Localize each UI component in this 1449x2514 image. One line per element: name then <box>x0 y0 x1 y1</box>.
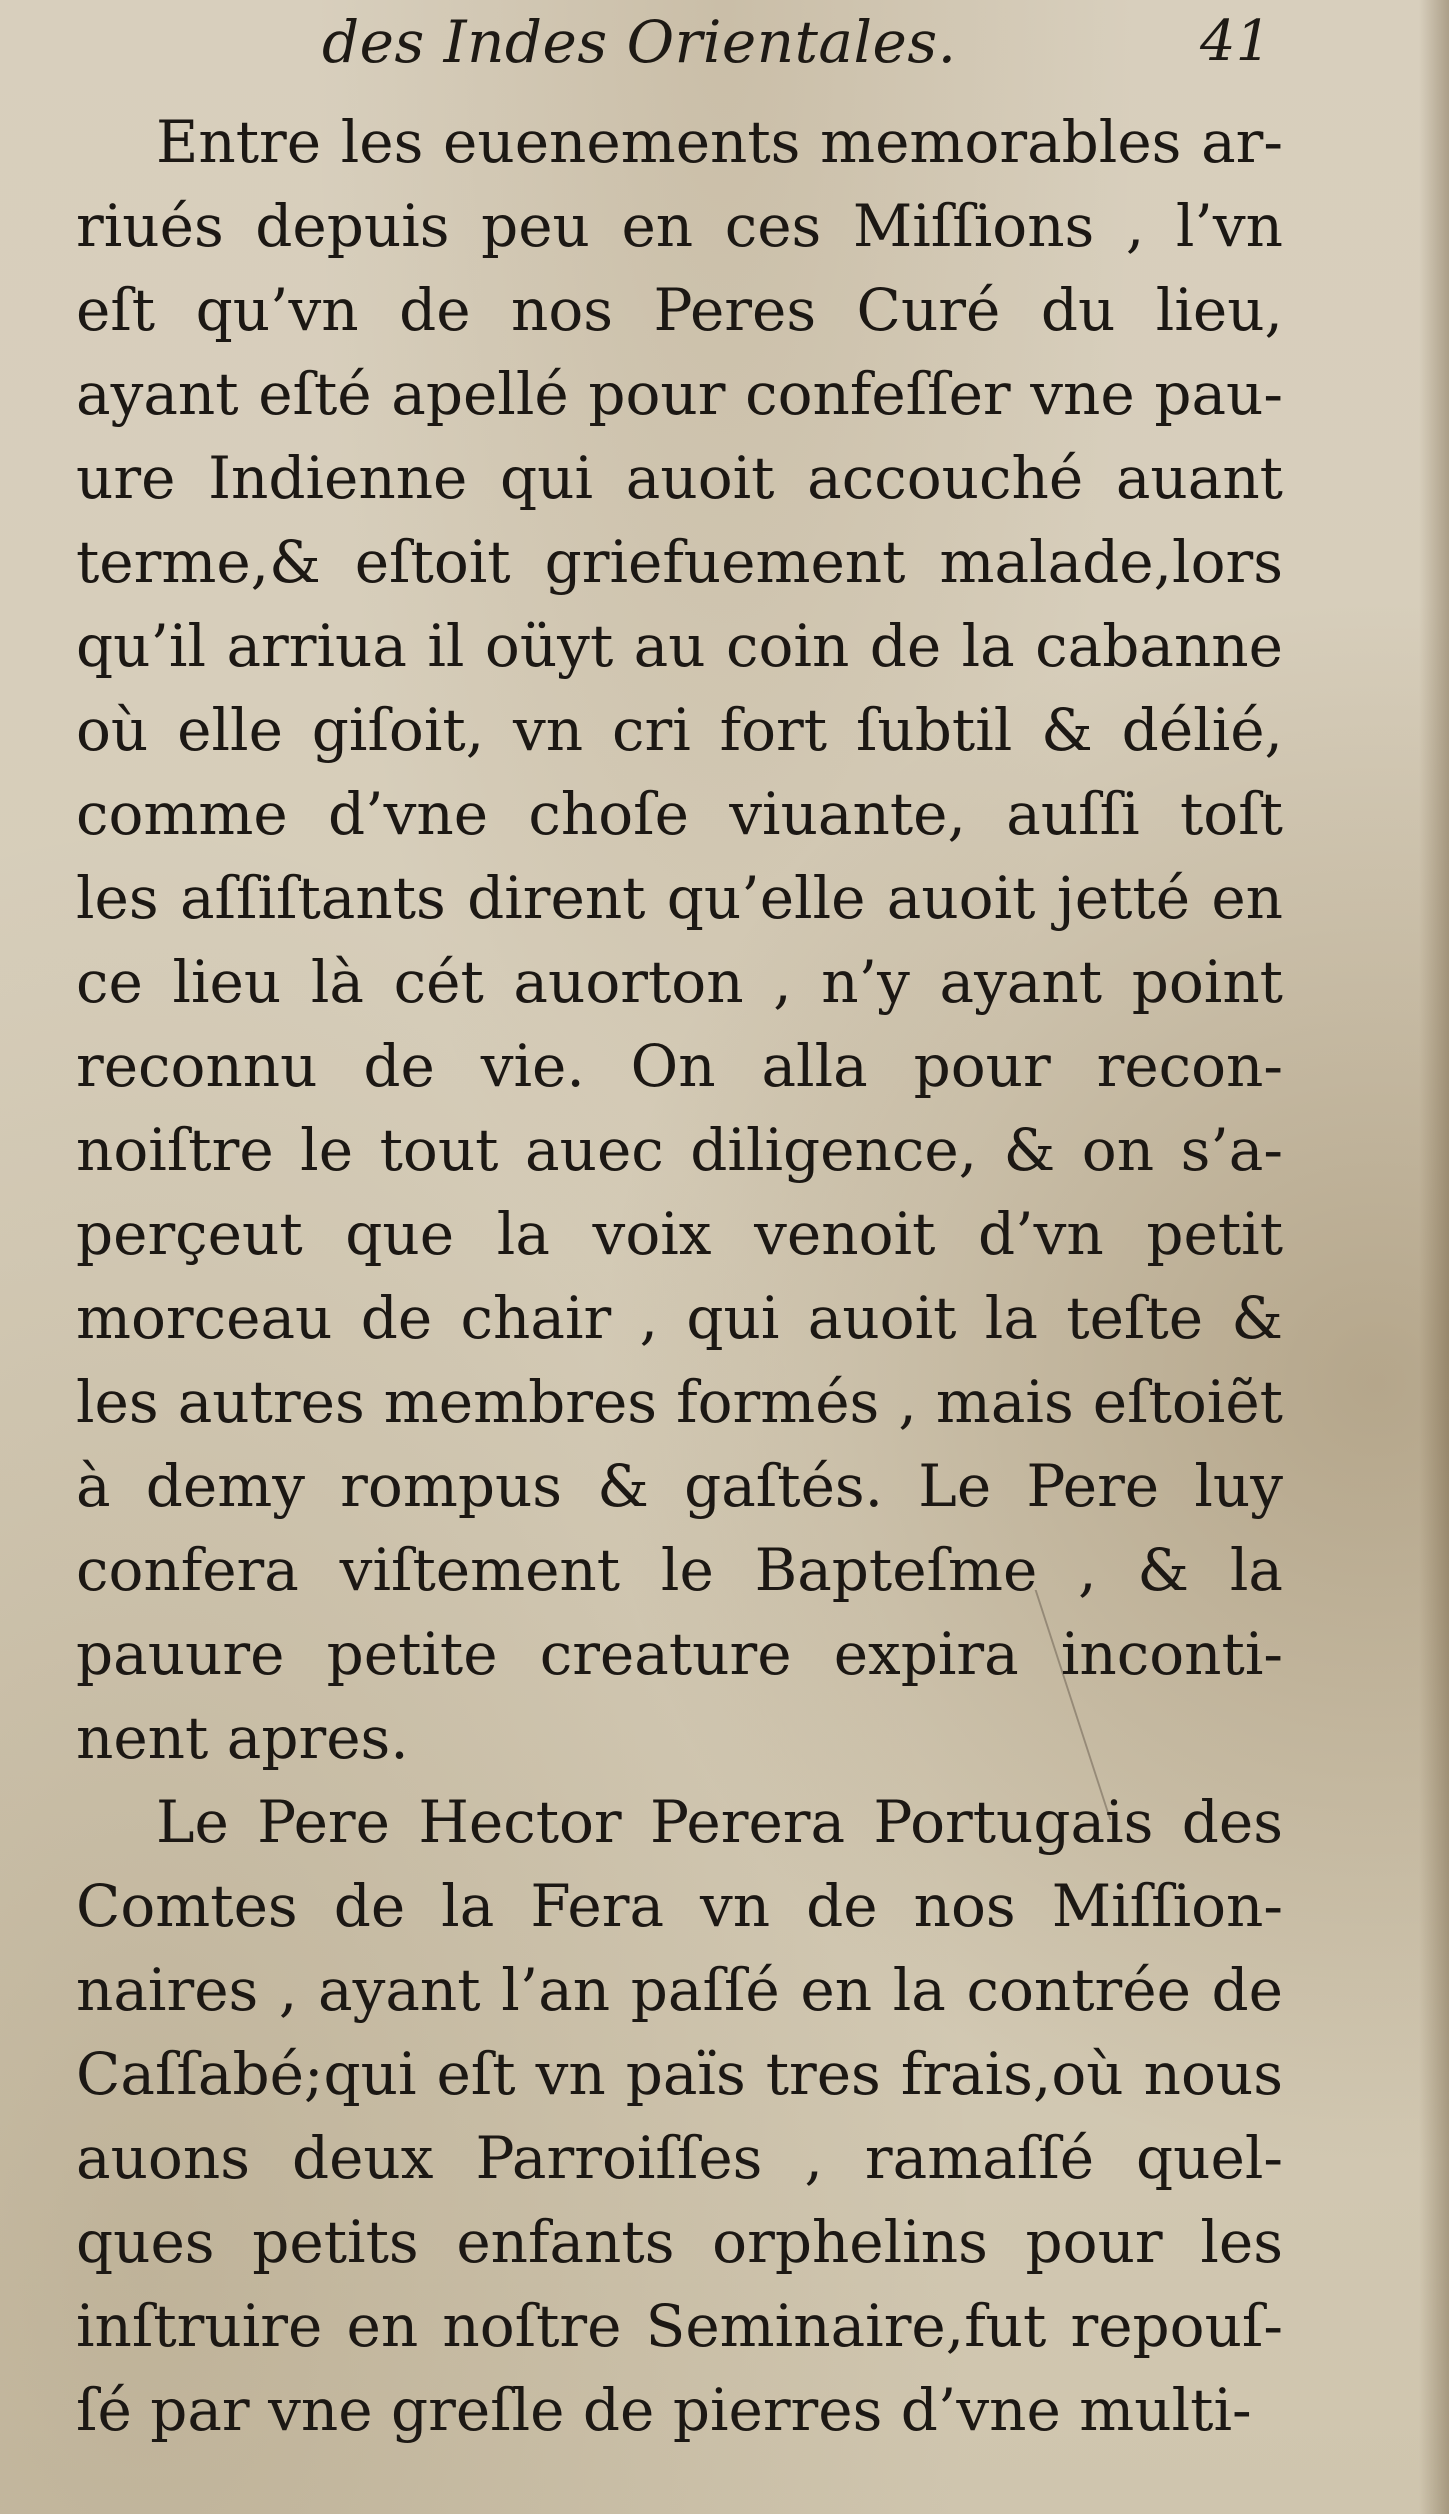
text-line: morceau de chair , qui auoit la teſte & <box>76 1284 1283 1352</box>
page-number: 41 <box>1200 9 1272 74</box>
text-line: comme d’vne choſe viuante, auſſi toſt <box>76 780 1283 848</box>
text-line: eſt qu’vn de nos Peres Curé du lieu, <box>76 276 1283 344</box>
text-line: Caſſabé;qui eſt vn païs tres frais,où nous <box>76 2040 1283 2108</box>
text-line: à demy rompus & gaſtés. Le Pere luy <box>76 1452 1283 1520</box>
text-line: nent apres. <box>76 1704 409 1772</box>
text-line: terme,& eſtoit griefuement malade,lors <box>76 528 1283 596</box>
text-line: noiſtre le tout auec diligence, & on s’a- <box>76 1116 1283 1184</box>
text-line: perçeut que la voix venoit d’vn petit <box>76 1200 1283 1268</box>
text-line: ſé par vne greſle de pierres d’vne multi- <box>76 2376 1252 2444</box>
text-line: ayant eſté apellé pour confeſſer vne pau- <box>76 360 1283 428</box>
text-line: Comtes de la Fera vn de nos Miſſion- <box>76 1872 1283 1940</box>
text-line: riués depuis peu en ces Miſſions , l’vn <box>76 192 1283 260</box>
text-line: Entre les euenements memorables ar- <box>156 108 1283 176</box>
text-line: les autres membres formés , mais eſtoiẽt <box>76 1368 1283 1436</box>
text-line: confera viſtement le Bapteſme , & la <box>76 1536 1283 1604</box>
text-line: reconnu de vie. On alla pour recon- <box>76 1032 1283 1100</box>
text-line: inſtruire en noſtre Seminaire,fut repouſ- <box>76 2292 1283 2360</box>
text-line: ce lieu là cét auorton , n’y ayant point <box>76 948 1283 1016</box>
text-line: auons deux Parroiſſes , ramaſſé quel- <box>76 2124 1283 2192</box>
text-line: naires , ayant l’an paſſé en la contrée de <box>76 1956 1283 2024</box>
text-line: pauure petite creature expira inconti- <box>76 1620 1283 1688</box>
text-line: ure Indienne qui auoit accouché auant <box>76 444 1283 512</box>
running-head-title: des Indes Orientales. <box>322 8 957 76</box>
text-line: où elle giſoit, vn cri fort ſubtil & délié, <box>76 696 1283 764</box>
text-line: ques petits enfants orphelins pour les <box>76 2208 1283 2276</box>
page-edge-shadow <box>1419 0 1449 2514</box>
text-line: qu’il arriua il oüyt au coin de la cabanne <box>76 612 1283 680</box>
text-line: Le Pere Hector Perera Portugais des <box>156 1788 1283 1856</box>
running-head <box>0 2 1449 82</box>
text-line: les aſſiſtants dirent qu’elle auoit jetté en <box>76 864 1283 932</box>
